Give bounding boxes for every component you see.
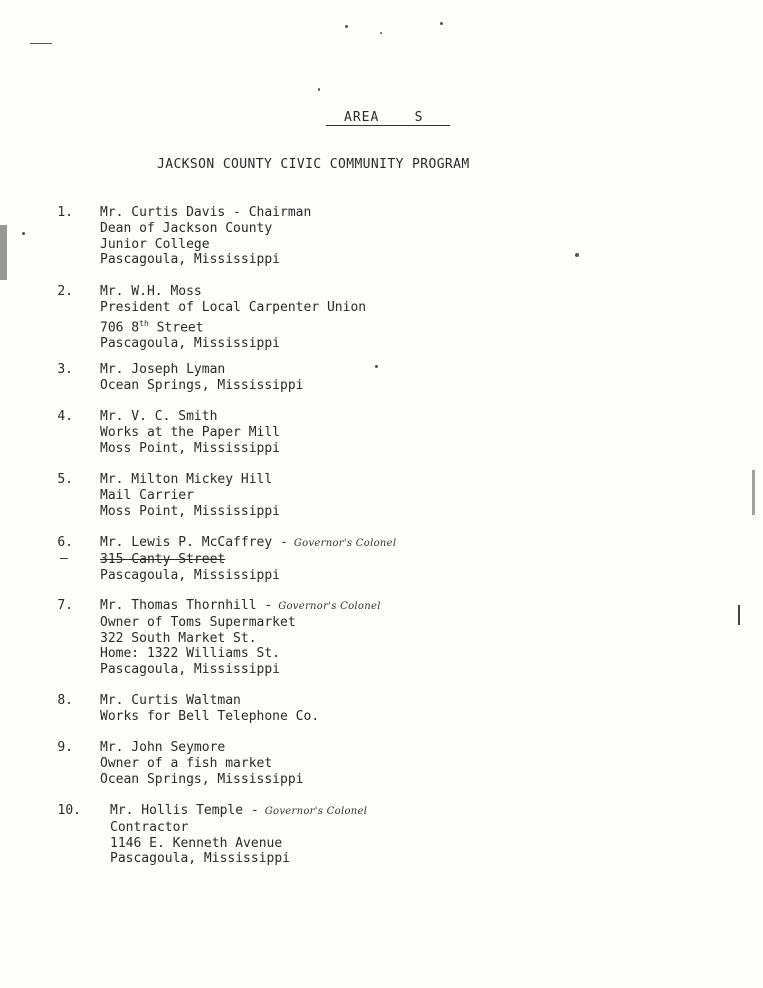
- entry-line: Mr. W.H. Moss: [100, 284, 202, 299]
- entry-line: President of Local Carpenter Union: [100, 299, 367, 315]
- entry-number: 3.: [57, 362, 73, 377]
- scan-speck: [30, 43, 52, 44]
- entry-address: [100, 316, 366, 336]
- entry-number: 1.: [57, 205, 73, 220]
- scan-speck: [380, 32, 382, 34]
- entry-line: Mr. Curtis Waltman: [100, 693, 241, 708]
- scan-edge-mark: [738, 605, 740, 625]
- area-underline: [326, 125, 450, 126]
- scan-speck: [440, 22, 443, 25]
- handwritten-note: Governor's Colonel: [278, 601, 381, 612]
- handwritten-note: Governor's Colonel: [264, 806, 368, 817]
- entry-line: 1146 E. Kenneth Avenue: [110, 835, 283, 851]
- entry-line: Mr. John Seymore: [100, 740, 226, 755]
- scan-speck: [375, 365, 378, 368]
- scan-edge-mark: [752, 470, 755, 515]
- entry-lines: [110, 803, 367, 867]
- area-value: S: [414, 110, 424, 125]
- entry-line: Mr. Lewis P. McCaffrey -: [100, 535, 288, 550]
- entry-number: 8.: [57, 693, 73, 708]
- entry-line: Mr. V. C. Smith: [100, 409, 218, 424]
- entry-number: 2.: [57, 284, 73, 299]
- entry-line-with-note: [100, 535, 396, 552]
- entry-line: Mail Carrier: [100, 487, 194, 503]
- entry-lines: [100, 409, 280, 456]
- entry-line: Mr. Hollis Temple -: [110, 803, 259, 818]
- struck-address: 315 Canty Street: [100, 551, 226, 567]
- entry-lines: [100, 284, 366, 352]
- entry-line: Ocean Springs, Mississippi: [100, 377, 304, 393]
- address-street: Street: [148, 319, 204, 335]
- area-heading: [344, 110, 423, 125]
- entry-line: Home: 1322 Williams St.: [100, 646, 281, 662]
- entry-lines: [100, 472, 280, 519]
- entry-line: Owner of a fish market: [100, 755, 273, 771]
- entry-lines: [100, 205, 311, 268]
- entry-line: Pascagoula, Mississippi: [100, 567, 281, 583]
- entry-line: Junior College: [100, 236, 210, 252]
- entry-number: 6.: [57, 535, 73, 550]
- entry-line: Moss Point, Mississippi: [100, 440, 281, 456]
- entry-line: Contractor: [110, 819, 189, 835]
- entry-number: 7.: [57, 598, 73, 613]
- entry-line: Pascagoula, Mississippi: [100, 252, 281, 268]
- entry-number: 9.: [57, 740, 73, 755]
- entry-line: Pascagoula, Mississippi: [100, 335, 281, 351]
- area-label: AREA: [344, 110, 380, 125]
- entry-line: Dean of Jackson County: [100, 220, 273, 236]
- entry-line: Works at the Paper Mill: [100, 424, 281, 440]
- entry-lines: [100, 693, 319, 725]
- entry-line: Pascagoula, Mississippi: [110, 851, 291, 867]
- entry-line-with-note: [110, 803, 367, 820]
- entry-line: Pascagoula, Mississippi: [100, 662, 281, 678]
- entry-number: 5.: [57, 472, 73, 487]
- entry-line: Mr. Milton Mickey Hill: [100, 472, 273, 487]
- entry-number: 10.: [57, 803, 81, 818]
- entry-line: Moss Point, Mississippi: [100, 503, 281, 519]
- scan-speck: [575, 253, 579, 257]
- entry-number: 4.: [57, 409, 73, 424]
- scan-speck: [318, 88, 320, 91]
- entry-line: Mr. Curtis Davis - Chairman: [100, 205, 312, 220]
- entry-line: Ocean Springs, Mississippi: [100, 771, 304, 787]
- ordinal-suffix: th: [139, 318, 149, 328]
- entry-lines: [100, 740, 304, 787]
- entry-lines: [100, 598, 381, 678]
- entry-line: Owner of Toms Supermarket: [100, 614, 296, 630]
- scan-speck: [22, 232, 25, 235]
- margin-dash: —: [60, 551, 68, 566]
- scan-edge-mark: [0, 225, 7, 280]
- entry-line: Mr. Thomas Thornhill -: [100, 598, 273, 613]
- handwritten-note: Governor's Colonel: [293, 538, 397, 549]
- entry-lines: [100, 535, 396, 583]
- scan-speck: [345, 25, 348, 28]
- entry-line: Works for Bell Telephone Co.: [100, 708, 320, 724]
- address-number: 706 8: [100, 319, 140, 335]
- entry-line: 322 South Market St.: [100, 630, 257, 646]
- entry-line-with-note: [100, 598, 381, 615]
- entry-line: Mr. Joseph Lyman: [100, 362, 226, 377]
- document-title: JACKSON COUNTY CIVIC COMMUNITY PROGRAM: [157, 157, 470, 172]
- entry-lines: [100, 362, 304, 394]
